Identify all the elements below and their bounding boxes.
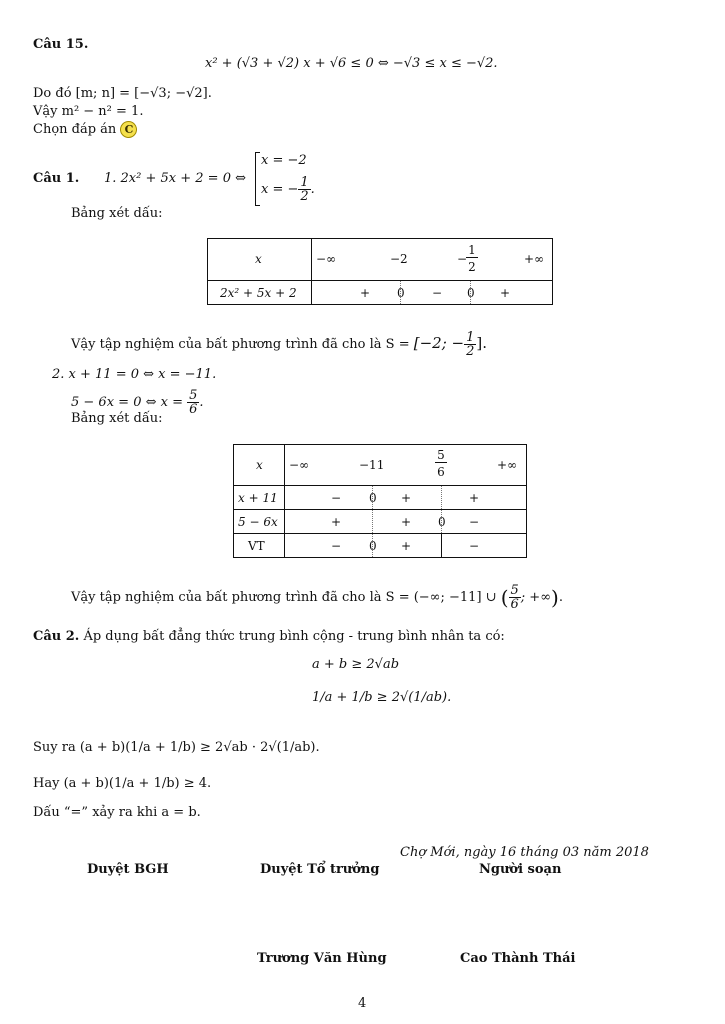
- part2-period: .: [199, 395, 204, 410]
- table1-value-2-num: 1: [466, 243, 478, 258]
- table2-row3-signs: [285, 534, 527, 558]
- sign-table-1: [207, 238, 553, 305]
- table2-sign: +: [401, 515, 412, 529]
- q15-line3: [33, 121, 137, 138]
- table2-sign: −: [331, 491, 342, 505]
- table2-value-2-den: 6: [437, 465, 445, 479]
- table1-sign: +: [360, 286, 371, 300]
- table2-solid-divider: [441, 534, 442, 557]
- part2-fraction: [187, 389, 199, 416]
- q15-heading: Câu 15.: [33, 37, 89, 52]
- table2-x-values: [285, 445, 527, 486]
- q1-conclusion-1: [71, 331, 487, 358]
- conclusion2-text: Vậy tập nghiệm của bất phương trình đã cho là S = (−∞; −11] ∪: [71, 590, 497, 605]
- table2-value-2-num: 5: [435, 448, 447, 463]
- fraction-denominator: 2: [466, 344, 475, 359]
- table2-value-1: −11: [359, 458, 385, 472]
- fraction-denominator: 2: [300, 189, 309, 204]
- q1-part1-equation: 1. 2x² + 5x + 2 = 0 ⇔: [104, 171, 246, 186]
- q1-sign-title-2: Bảng xét dấu:: [71, 411, 163, 426]
- table2-sign: +: [401, 539, 412, 553]
- q2-inequality-2: 1/a + 1/b ≥ 2√(1/ab).: [312, 690, 452, 705]
- paren-close: ): [551, 585, 559, 610]
- table2-zero: 0: [438, 515, 446, 529]
- q15-line1: Do đó [m; n] = [−√3; −√2].: [33, 86, 212, 101]
- table1-sign: −: [432, 286, 443, 300]
- page-number: 4: [358, 996, 367, 1011]
- sign-table-2: [233, 444, 527, 558]
- q1-sign-title: Bảng xét dấu:: [71, 206, 163, 221]
- fraction-denominator: 6: [510, 597, 519, 612]
- conclusion2-tail: ; +∞: [520, 590, 552, 605]
- table2-row2-signs: [285, 510, 527, 534]
- q1-heading: Câu 1.: [33, 171, 80, 186]
- q2-suy-ra: Suy ra (a + b)(1/a + 1/b) ≥ 2√ab · 2√(1/ab).: [33, 740, 320, 755]
- q15-line2: Vậy m² − n² = 1.: [33, 104, 144, 119]
- table2-x-label: x: [256, 458, 263, 472]
- q1-conclusion-2: [71, 584, 563, 611]
- conclusion1-text: Vậy tập nghiệm của bất phương trình đã cho là S =: [71, 337, 410, 352]
- table1-x-label: x: [255, 252, 262, 266]
- table2-sign: +: [401, 491, 412, 505]
- table2-row2-label-cell: [234, 510, 285, 534]
- table1-zero: 0: [397, 286, 405, 300]
- signature-col2-title: Duyệt Tổ trưởng: [260, 862, 380, 877]
- table1-x-values: [312, 239, 553, 281]
- table2-zero: 0: [369, 539, 377, 553]
- table2-neg-inf: −∞: [289, 458, 310, 472]
- table1-sign: +: [500, 286, 511, 300]
- table1-value-1: −2: [390, 252, 408, 266]
- table2-row3-label-cell: [234, 534, 285, 558]
- paren-open: (: [500, 585, 509, 610]
- signature-date: Chợ Mới, ngày 16 tháng 03 năm 2018: [400, 845, 649, 860]
- q2-intro: Áp dụng bất đẳng thức trung bình cộng - trung bình nhân ta có:: [83, 629, 505, 644]
- q1-root1: x = −2: [261, 153, 307, 168]
- signature-col3-title: Người soạn: [479, 862, 562, 877]
- fraction-numerator: 1: [466, 330, 475, 345]
- conclusion1-fraction: [464, 331, 476, 358]
- table2-sign: −: [331, 539, 342, 553]
- conclusion2-fraction: [509, 584, 521, 611]
- signature-col3-name: Cao Thành Thái: [460, 951, 576, 966]
- table2-pos-inf: +∞: [497, 458, 518, 472]
- q1-root2-lhs: x = −: [261, 182, 299, 197]
- table1-pos-inf: +∞: [524, 252, 545, 266]
- table1-row-label: 2x² + 5x + 2: [220, 286, 297, 300]
- table1-value-2-den: 2: [468, 260, 476, 274]
- fraction-numerator: 1: [300, 175, 309, 190]
- table2-row1-signs: [285, 486, 527, 510]
- table2-row3-label: VT: [248, 539, 265, 553]
- table2-row1-label: x + 11: [238, 491, 278, 505]
- table1-zero: 0: [467, 286, 475, 300]
- fraction-denominator: 6: [189, 402, 198, 417]
- part2-equation: 5 − 6x = 0 ⇔ x =: [71, 395, 183, 410]
- q2-intro-line: [33, 629, 505, 645]
- conclusion2-period: .: [558, 590, 563, 605]
- answer-circle-badge: C: [120, 121, 137, 138]
- table2-zero: 0: [369, 491, 377, 505]
- signature-col1-title: Duyệt BGH: [87, 862, 169, 877]
- fraction-numerator: 5: [189, 388, 198, 403]
- q2-inequality-1: a + b ≥ 2√ab: [312, 657, 400, 672]
- table1-value-2-sign: −: [457, 252, 468, 266]
- table2-x-header: [234, 445, 285, 486]
- table2-dotted-divider: [441, 486, 442, 509]
- q2-dau: Dấu “=” xảy ra khi a = b.: [33, 805, 201, 820]
- table1-x-header: [208, 239, 312, 281]
- table2-sign: +: [331, 515, 342, 529]
- table2-sign: −: [469, 515, 480, 529]
- system-bracket: [255, 152, 260, 206]
- table1-sign-row: [312, 281, 553, 305]
- table1-row-label-cell: [208, 281, 312, 305]
- table2-row2-label: 5 − 6x: [238, 515, 278, 529]
- q2-heading: Câu 2.: [33, 629, 80, 644]
- table2-row1-label-cell: [234, 486, 285, 510]
- q15-equation: x² + (√3 + √2) x + √6 ≤ 0 ⇔ −√3 ≤ x ≤ −√2.: [205, 56, 498, 71]
- table2-sign: −: [469, 539, 480, 553]
- q1-part2-line1: 2. x + 11 = 0 ⇔ x = −11.: [52, 367, 217, 382]
- table2-sign: +: [469, 491, 480, 505]
- conclusion1-interval-end: ].: [476, 334, 487, 352]
- q1-root2-fraction: [298, 176, 310, 203]
- conclusion1-interval-start: [−2; −: [413, 334, 465, 352]
- q15-choose-label: Chọn đáp án: [33, 122, 117, 137]
- q1-root2: x = − $\frac{1}{2}$ .: [261, 175, 315, 204]
- signature-col2-name: Trương Văn Hùng: [257, 951, 387, 966]
- table1-neg-inf: −∞: [316, 252, 337, 266]
- q2-hay: Hay (a + b)(1/a + 1/b) ≥ 4.: [33, 776, 212, 791]
- table2-dotted-divider: [372, 510, 373, 533]
- fraction-numerator: 5: [510, 583, 519, 598]
